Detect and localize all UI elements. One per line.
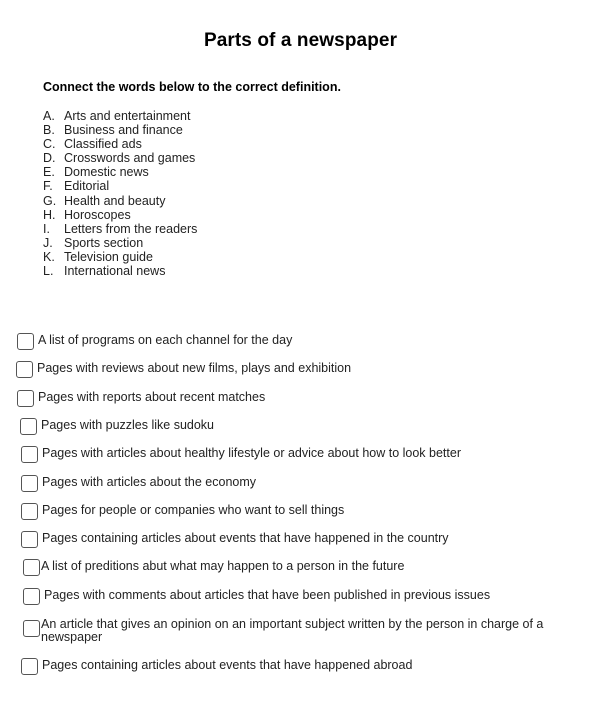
definition-text: A list of programs on each channel for the day bbox=[38, 333, 293, 347]
answer-checkbox[interactable] bbox=[17, 390, 34, 407]
definition-text: Pages with articles about the economy bbox=[42, 475, 257, 489]
word-letter: B. bbox=[43, 123, 55, 138]
word-text: Editorial bbox=[64, 179, 110, 194]
definition-item bbox=[21, 503, 344, 520]
definition-item bbox=[23, 617, 581, 644]
word-letter: D. bbox=[43, 151, 56, 166]
word-text: International news bbox=[64, 264, 166, 279]
definition-item bbox=[21, 475, 256, 492]
word-letter: K. bbox=[43, 249, 55, 264]
definition-text: A list of preditions abut what may happen to a person in the future bbox=[41, 559, 405, 573]
word-text: Television guide bbox=[64, 249, 153, 264]
word-text: Domestic news bbox=[64, 165, 149, 180]
answer-checkbox[interactable] bbox=[23, 559, 40, 576]
word-text: Sports section bbox=[64, 235, 144, 250]
word-letter: L. bbox=[43, 264, 54, 279]
word-letter: H. bbox=[43, 207, 56, 222]
definition-text: Pages containing articles about events that have happened in the country bbox=[42, 531, 449, 545]
word-letter: I. bbox=[43, 221, 50, 236]
definition-text: Pages with comments about articles that have been published in previous issues bbox=[44, 588, 491, 602]
answer-checkbox[interactable] bbox=[20, 418, 37, 435]
word-letter: A. bbox=[43, 109, 55, 123]
answer-checkbox[interactable] bbox=[23, 588, 40, 605]
definition-item bbox=[20, 418, 214, 435]
definition-text: Pages with reports about recent matches bbox=[38, 390, 266, 404]
answer-checkbox[interactable] bbox=[17, 333, 34, 350]
definition-item bbox=[17, 333, 292, 350]
word-letter: G. bbox=[43, 193, 57, 208]
answer-checkbox[interactable] bbox=[21, 446, 38, 463]
definition-item bbox=[17, 390, 265, 407]
word-text: Horoscopes bbox=[64, 207, 131, 222]
definition-text: Pages for people or companies who want to sell things bbox=[42, 503, 345, 517]
definition-item bbox=[21, 658, 412, 675]
definition-text: Pages with puzzles like sudoku bbox=[41, 418, 215, 432]
answer-checkbox[interactable] bbox=[21, 503, 38, 520]
answer-checkbox[interactable] bbox=[21, 475, 38, 492]
definition-text: Pages with articles about healthy lifestyle or advice about how to look better bbox=[42, 446, 461, 460]
definition-text: Pages with reviews about new films, plays and exhibition bbox=[37, 361, 352, 375]
word-letter: E. bbox=[43, 165, 55, 180]
definition-text: Pages containing articles about events that have happened abroad bbox=[42, 658, 413, 672]
instruction-text: Connect the words below to the correct definition. bbox=[43, 80, 341, 94]
answer-checkbox[interactable] bbox=[21, 658, 38, 675]
word-letter: F. bbox=[43, 179, 53, 194]
definition-text: An article that gives an opinion on an important subject written by the person in charge of a newspaper bbox=[41, 617, 544, 644]
word-text: Arts and entertainment bbox=[64, 109, 191, 123]
page-title: Parts of a newspaper bbox=[203, 30, 398, 51]
word-text: Crosswords and games bbox=[64, 151, 196, 166]
answer-checkbox[interactable] bbox=[16, 361, 33, 378]
definition-item bbox=[21, 531, 449, 548]
answer-checkbox[interactable] bbox=[21, 531, 38, 548]
definition-item bbox=[23, 559, 404, 576]
word-letter: C. bbox=[43, 137, 56, 152]
answer-checkbox[interactable] bbox=[23, 620, 40, 637]
definition-item bbox=[21, 446, 461, 463]
word-text: Classified ads bbox=[64, 137, 142, 152]
definition-item bbox=[16, 361, 351, 378]
word-text: Business and finance bbox=[64, 123, 183, 138]
word-text: Letters from the readers bbox=[64, 221, 198, 236]
definition-item bbox=[23, 588, 490, 605]
word-letter: J. bbox=[43, 235, 53, 250]
word-text: Health and beauty bbox=[64, 193, 166, 208]
